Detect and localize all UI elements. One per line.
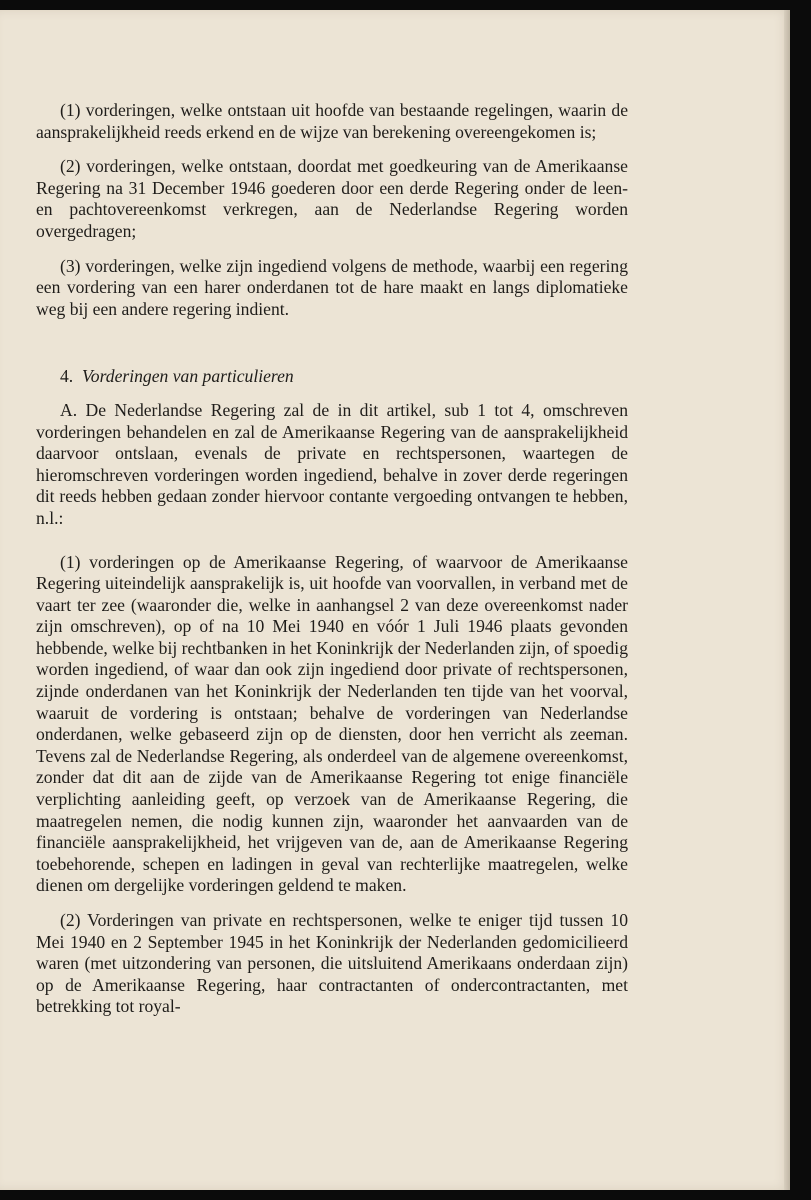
section4-item2: (2) Vorderingen van private en rechtspersonen, welke te eniger tijd tussen 10 Mei 1940 en 2 September 1945 in het Koninkrijk der Nederlanden gedomicilieerd waren (met uitzondering van personen, die uitsluitend Amerikaans onderdaan zijn) op de Amerikaanse Regering, haar contractanten of ondercontractanten, met betrekking tot royal- [36, 910, 628, 1017]
section4-item1: (1) vorderingen op de Amerikaanse Regering, of waarvoor de Amerikaanse Regering uiteindelijk aansprakelijk is, uit hoofde van voorvallen, in verband met de vaart ter zee (waaronder die, welke in aanhangsel 2 van deze overeenkomst nader zijn omschreven), op of na 10 Mei 1940 en vóór 1 Juli 1946 plaats gevonden hebbende, welke bij rechtbanken in het Koninkrijk der Nederlanden zijn, of spoedig worden ingediend, of waar dan ook zijn ingediend door private of rechtspersonen, zijnde onderdanen van het Koninkrijk der Nederlanden ten tijde van het voorval, waaruit de vordering is ontstaan; behalve de vorderingen van Nederlandse onderdanen, welke gebaseerd zijn op de diensten, door hen verricht als zeeman. Tevens zal de Nederlandse Regering, als onderdeel van de algemene overeenkomst, zonder dat dit aan de zijde van de Amerikaanse Regering tot enige financiële verplichting aanleiding geeft, op verzoek van de Amerikaanse Regering, die maatregelen nemen, die nodig kunnen zijn, waaronder het aanvaarden van de financiële aansprakelijkheid, het vrijgeven van de, aan de Amerikaanse Regering toebehorende, schepen en ladingen in geval van rechterlijke maatregelen, welke dienen om dergelijke vorderingen geldend te maken. [36, 551, 628, 896]
section4-number: 4. [60, 366, 74, 387]
section4-paragraph-a: A. De Nederlandse Regering zal de in dit artikel, sub 1 tot 4, omschreven vorderingen behandelen en zal de Amerikaanse Regering van de aansprakelijkheid daarvoor ontslaan, evenals de private en rechtspersonen, waartegen de hieromschreven vorderingen worden ingediend, behalve in zover derde regeringen dit reeds hebben gedaan zonder hiervoor contante vergoeding ontvangen te hebben, n.l.: [36, 399, 628, 528]
section4-heading [36, 366, 628, 388]
page-edge [784, 10, 790, 1190]
section3-item1: (1) vorderingen, welke ontstaan uit hoofde van bestaande regelingen, waarin de aansprakelijkheid reeds erkend en de wijze van berekening overeengekomen is; [36, 100, 628, 142]
document-body [36, 100, 628, 1018]
section3-item3: (3) vorderingen, welke zijn ingediend volgens de methode, waarbij een regering een vordering van een harer onderdanen tot de hare maakt en langs diplomatieke weg bij een andere regering indient. [36, 255, 628, 319]
section4-title: Vorderingen van particulieren [82, 366, 294, 387]
section3-item2: (2) vorderingen, welke ontstaan, doordat met goedkeuring van de Amerikaanse Regering na 31 December 1946 goederen door een derde Regering onder de leen- en pachtovereenkomst verkregen, aan de Nederlandse Regering worden overgedragen; [36, 156, 628, 241]
